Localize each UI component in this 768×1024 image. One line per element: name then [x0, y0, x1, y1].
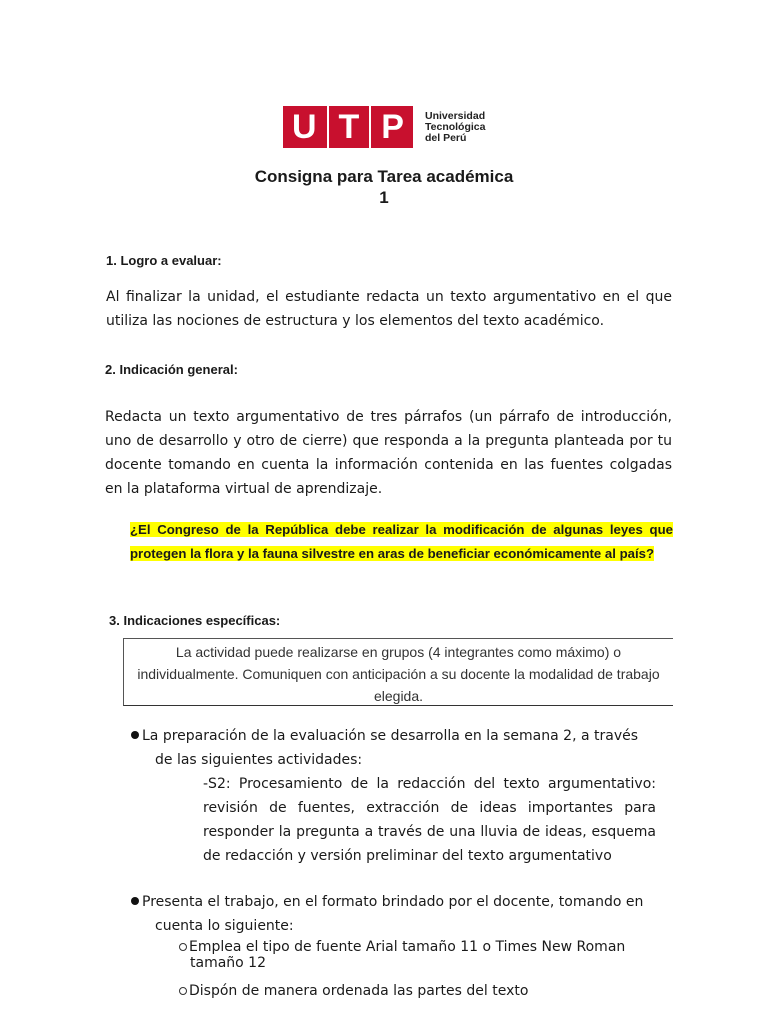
logo-line-2: Tecnológica — [425, 120, 486, 133]
logo-separator — [327, 106, 329, 148]
logo-line-1: Universidad — [425, 109, 486, 122]
page-title — [0, 166, 768, 208]
circle-item — [179, 979, 528, 1003]
bullet-1-line-1: La preparación de la evaluación se desarrolla en la semana 2, a través — [142, 728, 639, 744]
bullet-item — [131, 724, 638, 748]
circle-1-line-2: tamaño 12 — [190, 955, 266, 971]
bullet-2-line-2: cuenta lo siguiente: — [155, 918, 294, 934]
bullet-2-line-1: Presenta el trabajo, en el formato brindado por el docente, tomando en — [142, 894, 644, 910]
box-line-3: elegida. — [373, 688, 424, 704]
circle-2-text: Dispón de manera ordenada las partes del texto — [189, 983, 529, 999]
bullet-dot-icon — [131, 731, 139, 739]
activity-note-box — [123, 638, 673, 706]
section-2-heading: 2. Indicación general: — [105, 362, 238, 377]
section-1-text: Al finalizar la unidad, el estudiante redacta un texto argumentativo en el que utiliza las nociones de estructura y los elementos del texto académico. — [106, 289, 672, 329]
box-line-2: individualmente. Comuniquen con anticipación a su docente la modalidad de trabajo — [137, 666, 660, 682]
logo-letter-u: U — [291, 108, 317, 146]
guiding-question — [130, 518, 673, 566]
circle-bullet-icon — [179, 943, 187, 951]
guiding-question-text: ¿El Congreso de la República debe realizar la modificación de algunas leyes que protegen la flora y la fauna silvestre en aras de beneficiar económicamente al país? — [130, 522, 673, 561]
logo-wordmark — [425, 111, 485, 144]
circle-item — [179, 939, 681, 955]
utp-logo-mark — [283, 106, 413, 148]
section-3-heading: 3. Indicaciones específicas: — [109, 613, 281, 628]
circle-bullet-icon — [179, 987, 187, 995]
bullet-dot-icon — [131, 897, 139, 905]
box-line-1: La actividad puede realizarse en grupos (4 integrantes como máximo) o — [175, 644, 622, 660]
bullet-1-line-2: de las siguientes actividades: — [155, 752, 363, 768]
utp-logo — [283, 106, 485, 148]
section-1-heading: 1. Logro a evaluar: — [106, 253, 222, 268]
logo-separator — [369, 106, 371, 148]
sub-item-s2: -S2: Procesamiento de la redacción del texto argumentativo: revisión de fuentes, extracción de ideas importantes para responder la pregunta a través de una lluvia de ideas, esquema de redacción y versión preliminar del texto argumentativo — [203, 776, 656, 864]
section-2-text: Redacta un texto argumentativo de tres párrafos (un párrafo de introducción, uno de desarrollo y otro de cierre) que responda a la pregunta planteada por tu docente tomando en cuenta la información contenida en las fuentes colgadas en la plataforma virtual de aprendizaje. — [105, 409, 672, 497]
logo-letter-t: T — [338, 108, 360, 146]
title-line-1: Consigna para Tarea académica — [254, 167, 514, 186]
bullet-item — [131, 890, 643, 914]
circle-1-line-1: Emplea el tipo de fuente Arial tamaño 11 o Times New Roman — [189, 939, 626, 955]
logo-line-3: del Perú — [425, 131, 467, 144]
title-line-2: 1 — [379, 188, 389, 207]
logo-letter-p: P — [381, 108, 404, 146]
